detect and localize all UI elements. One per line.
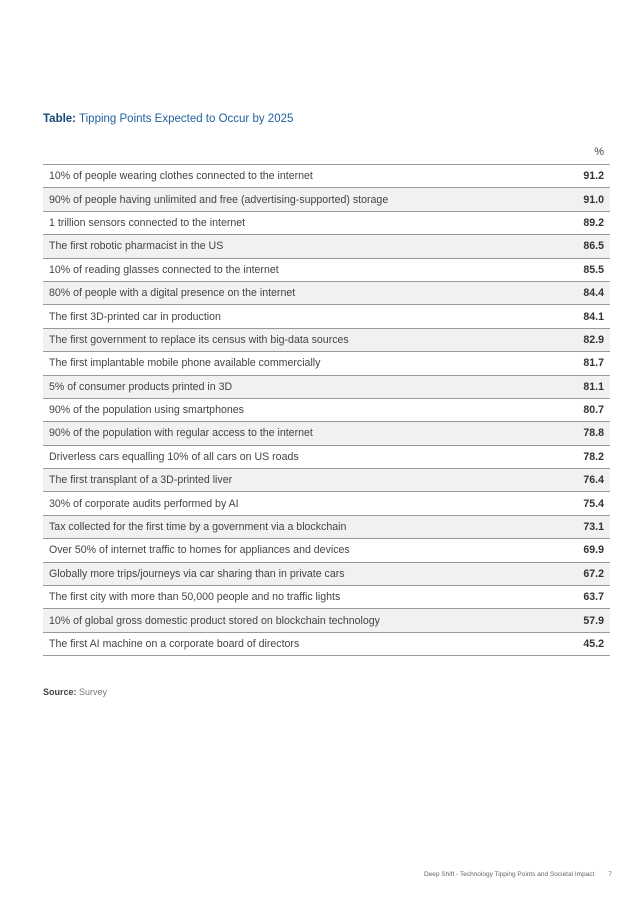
table-title-text: Tipping Points Expected to Occur by 2025: [79, 113, 294, 125]
row-value: 84.4: [583, 287, 604, 300]
page-footer: [424, 871, 612, 878]
row-label: Over 50% of internet traffic to homes for appliances and devices: [49, 544, 350, 557]
row-value: 45.2: [583, 638, 604, 650]
row-value: 91.2: [583, 170, 604, 183]
table-row: [43, 165, 610, 188]
row-label: 10% of people wearing clothes connected to the internet: [49, 170, 313, 183]
table-row: [43, 492, 610, 515]
tipping-points-table: [43, 140, 610, 656]
table-row: [43, 422, 610, 445]
row-label: 90% of people having unlimited and free (advertising-supported) storage: [49, 193, 389, 206]
row-value: 73.1: [583, 521, 604, 534]
table-row: [43, 633, 610, 656]
table-row: [43, 399, 610, 422]
row-value: 82.9: [583, 333, 604, 346]
row-label: 80% of people with a digital presence on the internet: [49, 287, 296, 300]
row-label: The first city with more than 50,000 people and no traffic lights: [49, 591, 341, 604]
row-value: 78.2: [583, 450, 604, 463]
table-row: [43, 212, 610, 235]
row-label: 90% of the population using smartphones: [49, 404, 244, 417]
row-label: The first AI machine on a corporate board of directors: [49, 638, 300, 650]
row-value: 91.0: [583, 193, 604, 206]
table-row: [43, 539, 610, 562]
page-number: 7: [608, 871, 612, 878]
row-label: Driverless cars equalling 10% of all cars on US roads: [49, 450, 299, 463]
row-value: 81.1: [583, 380, 604, 393]
row-value: 85.5: [583, 263, 604, 276]
table-unit-header: [43, 140, 610, 165]
row-value: 57.9: [583, 614, 604, 627]
table-row: [43, 259, 610, 282]
row-value: 67.2: [583, 567, 604, 580]
row-value: 63.7: [583, 591, 604, 604]
table-row: [43, 516, 610, 539]
row-value: 80.7: [583, 404, 604, 417]
table-row: [43, 352, 610, 375]
table-row: [43, 586, 610, 609]
row-label: The first government to replace its census with big-data sources: [49, 333, 349, 346]
row-value: 69.9: [583, 544, 604, 557]
row-label: The first robotic pharmacist in the US: [49, 240, 224, 253]
row-value: 78.8: [583, 427, 604, 440]
table-row: [43, 446, 610, 469]
row-label: Tax collected for the first time by a government via a blockchain: [49, 521, 347, 534]
row-label: The first implantable mobile phone available commercially: [49, 357, 321, 370]
table-body: [43, 165, 610, 656]
row-label: 30% of corporate audits performed by AI: [49, 497, 239, 510]
table-row: [43, 376, 610, 399]
row-label: The first 3D-printed car in production: [49, 310, 221, 323]
row-label: 5% of consumer products printed in 3D: [49, 380, 233, 393]
table-row: [43, 329, 610, 352]
table-row: [43, 235, 610, 258]
row-value: 81.7: [583, 357, 604, 370]
table-title: [43, 113, 293, 125]
row-value: 84.1: [583, 310, 604, 323]
table-row: [43, 305, 610, 328]
unit-label: %: [594, 146, 604, 158]
footer-text: Deep Shift - Technology Tipping Points and Societal Impact: [423, 871, 595, 878]
table-row: [43, 609, 610, 632]
row-label: 10% of reading glasses connected to the internet: [49, 263, 279, 276]
source-text: Survey: [79, 687, 108, 697]
row-label: 90% of the population with regular access to the internet: [49, 427, 313, 440]
row-label: 10% of global gross domestic product stored on blockchain technology: [49, 614, 380, 627]
table-row: [43, 282, 610, 305]
row-value: 89.2: [583, 216, 604, 229]
row-label: 1 trillion sensors connected to the internet: [49, 216, 246, 229]
row-label: Globally more trips/journeys via car sharing than in private cars: [49, 567, 345, 580]
row-value: 76.4: [583, 474, 604, 487]
table-row: [43, 469, 610, 492]
source-note: [43, 687, 107, 697]
table-row: [43, 188, 610, 211]
row-label: The first transplant of a 3D-printed liver: [49, 474, 233, 487]
source-prefix: Source:: [43, 687, 77, 697]
table-title-prefix: Table:: [43, 113, 77, 125]
table-row: [43, 563, 610, 586]
row-value: 86.5: [583, 240, 604, 253]
row-value: 75.4: [583, 497, 604, 510]
